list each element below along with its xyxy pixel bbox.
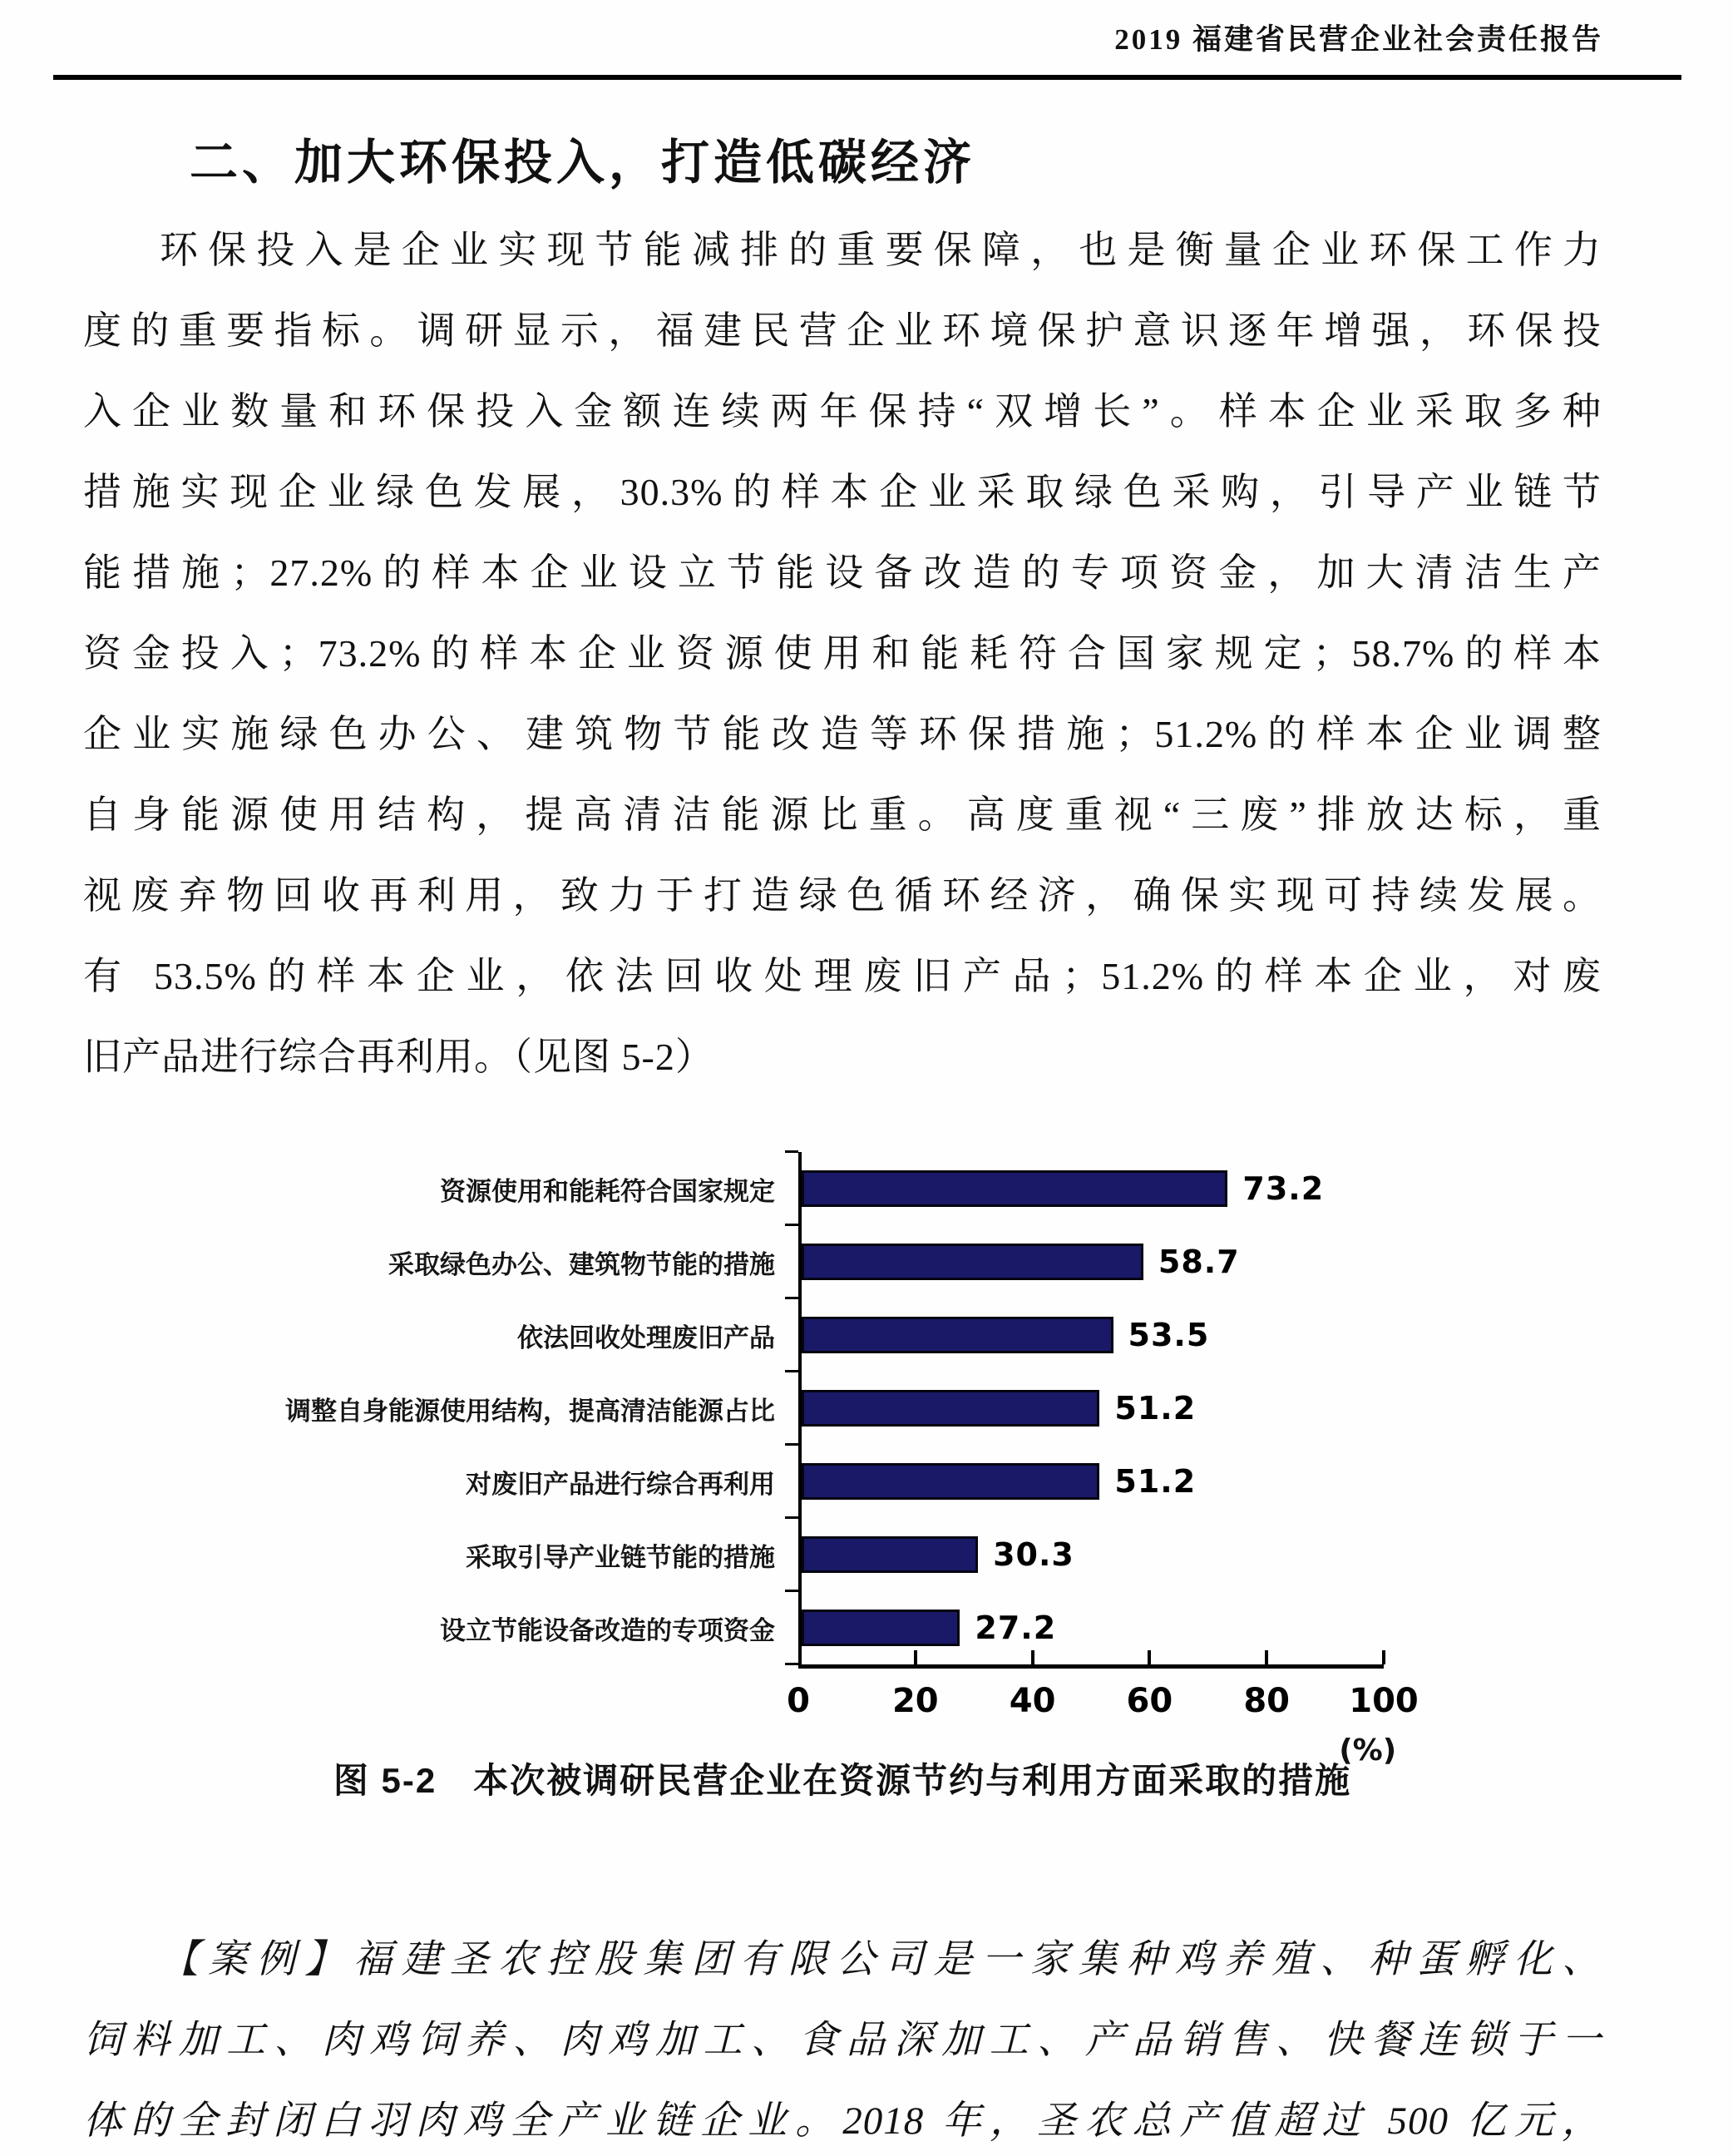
section-heading: 二、加大环保投入，打造低碳经济 [190, 136, 976, 190]
body-paragraph [83, 210, 1602, 1097]
chart-category-label: 设立节能设备改造的专项资金 [440, 1615, 775, 1645]
x-axis-tick-label: 60 [1126, 1682, 1173, 1720]
chart-bar-area [798, 1152, 1384, 1225]
chart-row [83, 1225, 1602, 1298]
page-header-report-title: 2019 福建省民营企业社会责任报告 [1114, 23, 1603, 56]
chart-bar [802, 1244, 1143, 1280]
y-axis-tick [785, 1370, 798, 1372]
x-axis-unit-label: (%) [1339, 1733, 1397, 1768]
chart-bar [802, 1610, 960, 1646]
y-axis-tick [785, 1590, 798, 1592]
chart-bar-value: 27.2 [975, 1610, 1057, 1646]
chart-category-label: 采取引导产业链节能的措施 [466, 1542, 775, 1572]
y-axis-tick [785, 1224, 798, 1226]
figure-caption: 图 5-2 本次被调研民营企业在资源节约与利用方面采取的措施 [333, 1761, 1352, 1800]
x-axis-tick-label: 20 [891, 1682, 939, 1720]
chart-row [83, 1591, 1602, 1664]
chart-bar-value: 51.2 [1114, 1463, 1197, 1500]
chart-bar [802, 1317, 1113, 1353]
chart-bar [802, 1463, 1099, 1500]
header-divider-rule [53, 75, 1681, 80]
chart-bar-value: 30.3 [993, 1536, 1074, 1573]
x-axis-tick [1382, 1650, 1385, 1664]
chart-bar-value: 53.5 [1128, 1317, 1210, 1353]
x-axis-tick-label: 100 [1349, 1682, 1419, 1720]
chart-row [83, 1372, 1602, 1445]
paragraph-line: 资金投入；73.2%的样本企业资源使用和能耗符合国家规定；58.7%的样本 [83, 632, 1602, 675]
chart-bar-area [798, 1518, 1384, 1591]
chart-row [83, 1518, 1602, 1591]
case-study-paragraph [83, 1920, 1602, 2156]
chart-category-label: 依法回收处理废旧产品 [517, 1323, 775, 1352]
chart-bar-area [798, 1445, 1384, 1518]
chart-category-label: 采取绿色办公、建筑物节能的措施 [388, 1249, 775, 1279]
paragraph-line: 【案例】福建圣农控股集团有限公司是一家集种鸡养殖、种蛋孵化、 [160, 1938, 1602, 1981]
paragraph-line: 环保投入是企业实现节能减排的重要保障，也是衡量企业环保工作力 [160, 229, 1602, 271]
figure-5-2-bar-chart [83, 1152, 1602, 1777]
y-axis-tick [785, 1297, 798, 1299]
chart-row [83, 1445, 1602, 1518]
paragraph-line: 入企业数量和环保投入金额连续两年保持“双增长”。样本企业采取多种 [83, 390, 1602, 433]
chart-bar-area [798, 1225, 1384, 1298]
paragraph-line: 视废弃物回收再利用，致力于打造绿色循环经济，确保实现可持续发展。 [83, 874, 1602, 917]
x-axis-tick [1265, 1650, 1268, 1664]
chart-row [83, 1298, 1602, 1372]
chart-bar-value: 58.7 [1158, 1244, 1240, 1280]
x-axis-tick-label: 80 [1243, 1682, 1291, 1720]
paragraph-line: 度的重要指标。调研显示，福建民营企业环境保护意识逐年增强，环保投 [83, 309, 1602, 352]
chart-bar [802, 1170, 1227, 1207]
paragraph-line: 能措施；27.2%的样本企业设立节能设备改造的专项资金，加大清洁生产 [83, 551, 1602, 594]
paragraph-line: 旧产品进行综合再利用。（见图 5-2） [83, 1036, 714, 1078]
paragraph-line: 自身能源使用结构，提高清洁能源比重。高度重视“三废”排放达标，重 [83, 794, 1602, 836]
y-axis-tick [785, 1150, 798, 1153]
chart-bar-value: 73.2 [1242, 1170, 1325, 1207]
y-axis-tick [785, 1443, 798, 1446]
chart-bar-value: 51.2 [1114, 1390, 1197, 1427]
chart-bar [802, 1390, 1099, 1427]
x-axis-tick-label: 40 [1009, 1682, 1056, 1720]
chart-bar [802, 1536, 978, 1573]
paragraph-line: 有 53.5%的样本企业，依法回收处理废旧产品；51.2%的样本企业，对废 [83, 955, 1602, 997]
chart-category-label: 调整自身能源使用结构，提高清洁能源占比 [285, 1396, 775, 1426]
x-axis-tick [1148, 1650, 1151, 1664]
chart-row [83, 1152, 1602, 1225]
x-axis-tick [1031, 1650, 1034, 1664]
chart-bar-area [798, 1591, 1384, 1664]
paragraph-line: 饲料加工、肉鸡饲养、肉鸡加工、食品深加工、产品销售、快餐连锁于一 [83, 2019, 1602, 2062]
chart-category-label: 资源使用和能耗符合国家规定 [440, 1176, 775, 1206]
y-axis-tick [785, 1516, 798, 1519]
x-axis-tick-label: 0 [787, 1682, 810, 1720]
chart-bar-area [798, 1298, 1384, 1372]
chart-plot-area [83, 1152, 1602, 1664]
chart-category-label: 对废旧产品进行综合再利用 [466, 1469, 775, 1499]
paragraph-line: 体的全封闭白羽肉鸡全产业链企业。2018 年，圣农总产值超过 500 亿元， [83, 2099, 1602, 2143]
x-axis-tick [914, 1650, 917, 1664]
y-axis-tick [785, 1663, 798, 1665]
paragraph-line: 措施实现企业绿色发展，30.3%的样本企业采取绿色采购，引导产业链节 [83, 471, 1602, 513]
paragraph-line: 企业实施绿色办公、建筑物节能改造等环保措施；51.2%的样本企业调整 [83, 713, 1602, 755]
chart-bar-area [798, 1372, 1384, 1445]
